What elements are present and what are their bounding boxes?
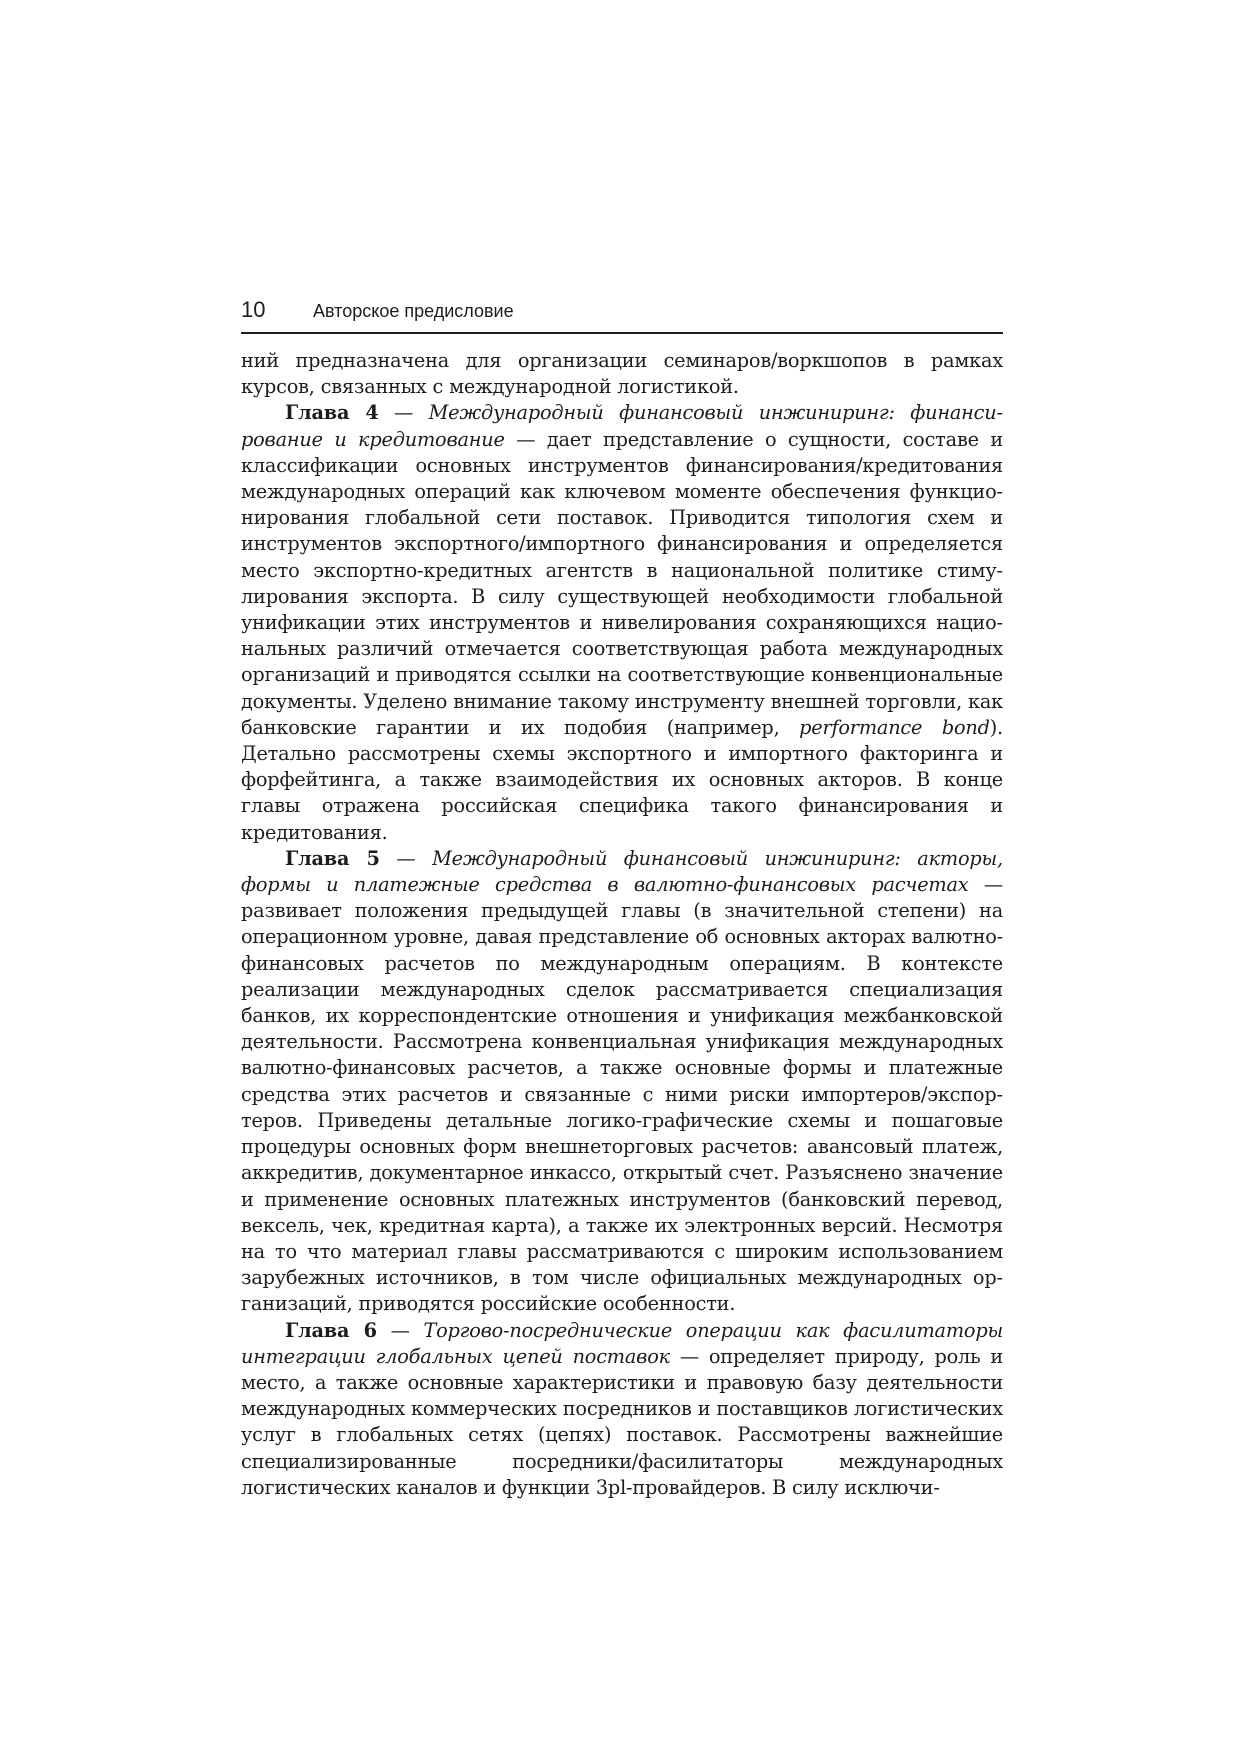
paragraph-text: ). Детально рассмотрены схемы экспортного и импортного факторинга и форфейтинга, а также взаимодействия их основных акторов. В конце главы отражена российская специфика такого финансирования и кредитования.: [241, 715, 1003, 844]
paragraph-text: — дает представление о сущности, составе и классификации основных инструментов финансирования/кредитования международных операций как ключевом моменте обеспечения функционирования глобальной сети поставок. Приводится типология схем и инструментов экспортного/импортного финансирования и определяется место экспортно-кредитных агентств в национальной политике стимулирования экспорта. В силу существующей необходимости глобальной унификации этих инструментов и нивелирования сохраняющихся национальных различий отмечается соответствующая работа международных организаций и приводятся ссылки на соответствующие конвенциональные документы. Уделено внимание такому инструменту внешней торговли, как банковские гарантии и их подобия (например,: [241, 427, 1003, 739]
paragraph-text: ний предназначена для организации семинаров/воркшопов в рамках курсов, связанных с международной логистикой.: [241, 349, 1003, 399]
chapter-title: Международный финансовый инжиниринг: акторы, формы и платежные средства в валютно-финансовых расчетах: [241, 846, 1003, 897]
paragraph-chapter-6: [241, 1318, 1003, 1501]
body-text: [241, 348, 1003, 1501]
page-header: [241, 296, 1003, 334]
paragraph-chapter-4: [241, 400, 1003, 845]
page-number: 10: [241, 297, 266, 322]
chapter-label: Глава 6: [285, 1318, 377, 1342]
paragraph-chapter-5: [241, 846, 1003, 1318]
chapter-label: Глава 4: [285, 401, 379, 425]
paragraph-text: — развивает положения предыдущей главы (в значительной степени) на операционном уровне, давая представление об основных акторах валютно-финансовых расчетов по международным операциям. В контексте реализации международных сделок рассматривается специализация банков, их корреспондентские отношения и унификация межбанковской деятельности. Рассмотрена конвенциальная унификация международных валютно-финансовых расчетов, а также основные формы и платежные средства этих расчетов и связанные с ними риски импортеров/экспортеров. Приведены детальные логико-графические схемы и пошаговые процедуры основных форм внешнеторговых расчетов: авансовый платеж, аккредитив, документарное инкассо, открытый счет. Разъяснено значение и применение основных платежных инструментов (банковский перевод, вексель, чек, кредитная карта), а также их электронных версий. Несмотря на то что материал главы рассматриваются с широким использованием зарубежных источников, в том числе официальных международных организаций, приводятся российские особенности.: [241, 873, 1003, 1316]
dash: —: [378, 401, 429, 425]
dash: —: [379, 846, 433, 870]
paragraph-continuation: [241, 348, 1003, 400]
foreign-term: performance bond: [799, 715, 990, 739]
chapter-label: Глава 5: [285, 846, 380, 870]
dash: —: [376, 1318, 424, 1342]
paragraph-text: — определяет природу, роль и место, а также основные характеристики и правовую базу деятельности международных коммерческих посредников и поставщиков логистических услуг в глобальных сетях (цепях) поставок. Рассмотрены важнейшие специализированные посредники/фасилитаторы международных логистических каналов и функции 3pl-провайдеров. В силу исключи-: [241, 1344, 1003, 1499]
chapter-title: Торгово-посреднические операции как фасилитаторы интеграции глобальных цепей поставок: [241, 1318, 1003, 1368]
chapter-title: Международный финансовый инжиниринг: финансирование и кредитование: [241, 401, 1003, 451]
running-title: Авторское предисловие: [313, 301, 514, 321]
